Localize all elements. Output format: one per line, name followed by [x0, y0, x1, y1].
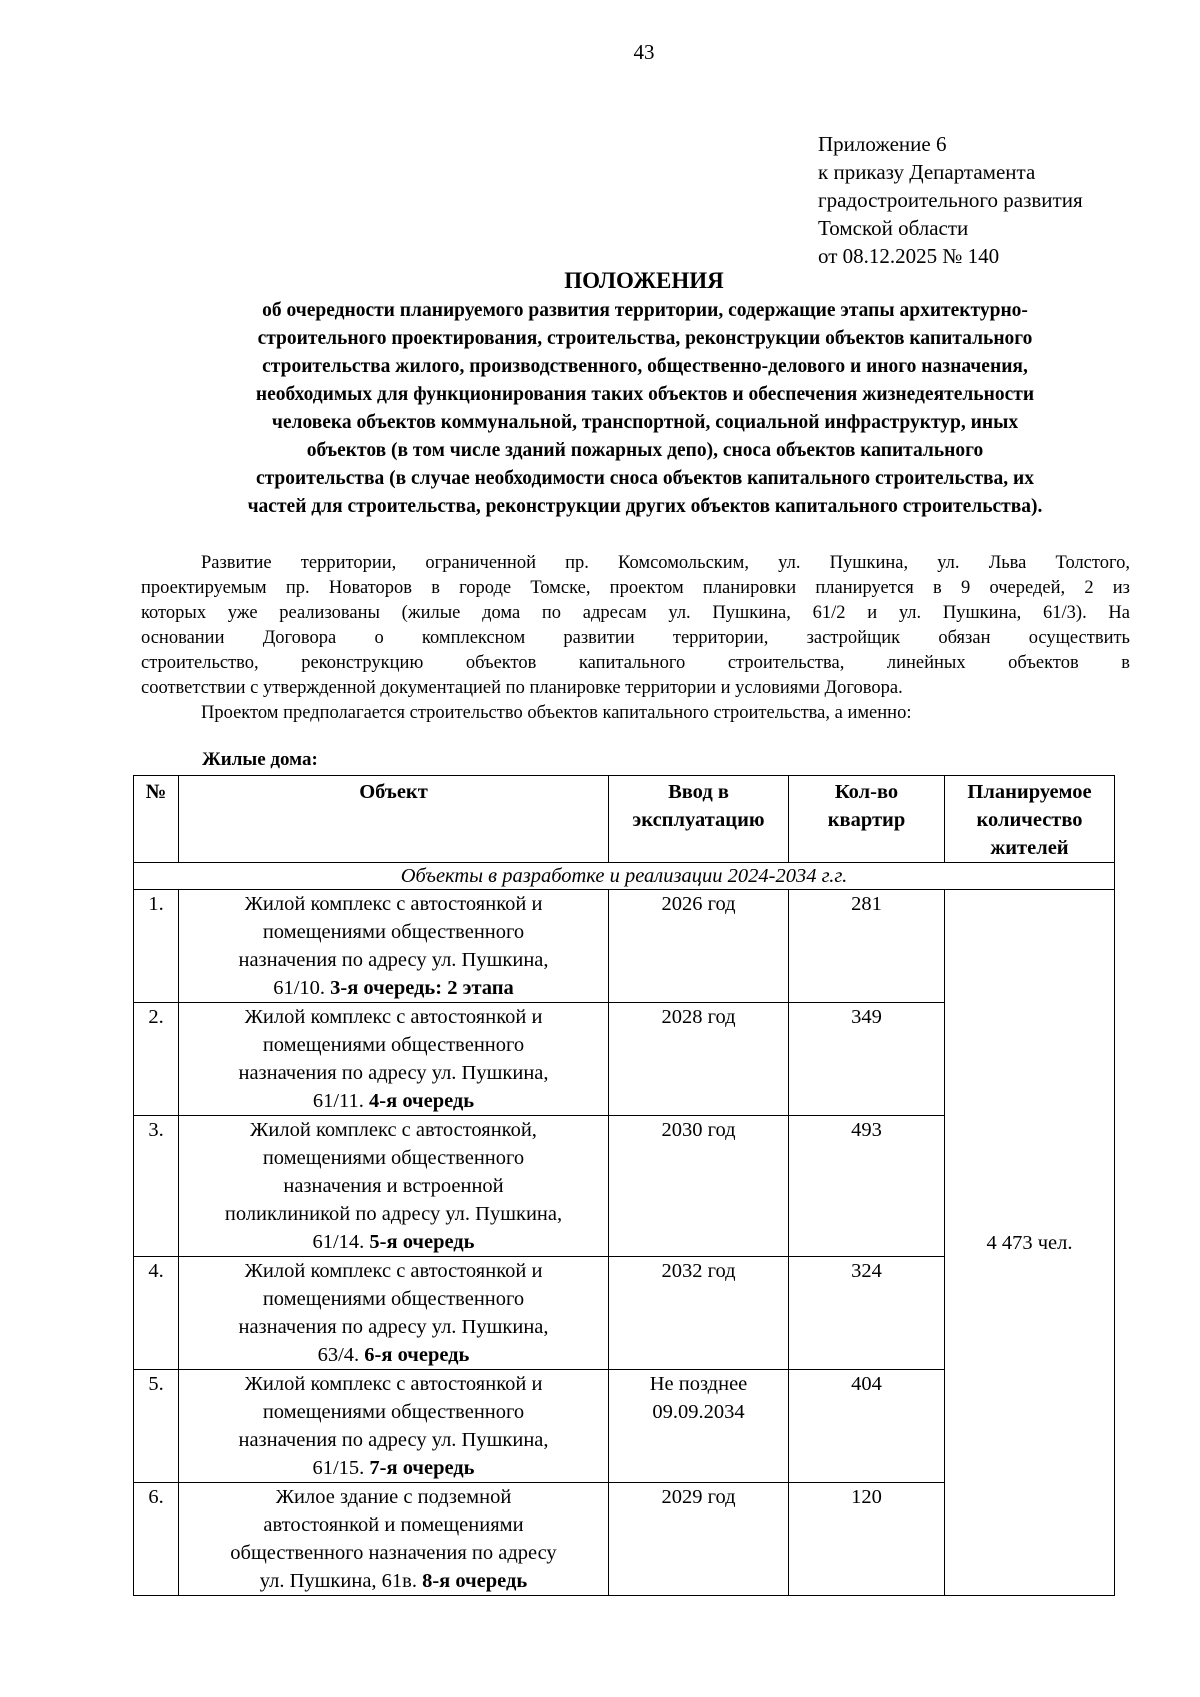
object-line-last [179, 1228, 608, 1256]
appendix-line: градостроительного развития [818, 188, 1083, 212]
subtitle-line: человека объектов коммунальной, транспортной, социальной инфраструктур, иных [271, 412, 1019, 433]
appendix-line: от 08.12.2025 № 140 [818, 244, 1000, 268]
header-apartments-line: Кол-во [834, 781, 899, 803]
object-address: ул. Пушкина, 61в. [259, 1570, 423, 1592]
row-apartments: 493 [789, 1116, 945, 1257]
row-object [179, 890, 609, 1003]
object-address: 61/14. [312, 1231, 370, 1253]
objects-table [133, 775, 1115, 1596]
intro-line: проектируемым пр. Новаторов в городе Томске, проектом планировки планируется в 9 очередей, 2 из [141, 578, 1130, 598]
commission-date: 2029 год [661, 1486, 736, 1508]
subtitle-line: об очередности планируемого развития территории, содержащие этапы архитектурно- [262, 300, 1028, 321]
group-title: Объекты в разработке и реализации 2024-2034 г.г. [134, 863, 1115, 890]
object-line: помещениями общественного [262, 1147, 525, 1169]
subtitle-line: строительного проектирования, строительства, реконструкции объектов капитального [257, 328, 1033, 349]
intro-text [141, 551, 1130, 726]
intro-line: соответствии с утвержденной документацией по планировке территории и условиями Договора. [141, 678, 903, 698]
object-line-last [179, 1454, 608, 1482]
commission-date: 2026 год [661, 893, 736, 915]
object-stage: 7-я очередь [369, 1457, 475, 1479]
row-apartments: 281 [789, 890, 945, 1003]
appendix-line: к приказу Департамента [818, 160, 1036, 184]
commission-date: 2032 год [661, 1260, 736, 1282]
object-line: поликлиникой по адресу ул. Пушкина, [224, 1203, 563, 1225]
header-apartments-line: квартир [827, 809, 906, 831]
object-line: Жилой комплекс с автостоянкой и [244, 1260, 543, 1282]
row-number: 2. [134, 1003, 179, 1116]
row-number: 3. [134, 1116, 179, 1257]
header-commission-line: Ввод в [668, 781, 729, 803]
header-object: Объект [179, 776, 609, 863]
header-commission-line: эксплуатацию [632, 809, 765, 831]
row-apartments: 349 [789, 1003, 945, 1116]
object-line: Жилой комплекс с автостоянкой и [244, 1006, 543, 1028]
residents-total: 4 473 чел. [945, 890, 1115, 1596]
row-commission [609, 1003, 789, 1116]
subtitle-line: частей для строительства, реконструкции других объектов капитального строительства). [247, 496, 1043, 517]
object-line: Жилой комплекс с автостоянкой, [250, 1119, 537, 1141]
row-number: 6. [134, 1483, 179, 1596]
commission-date: 09.09.2034 [652, 1401, 745, 1423]
object-stage: 3-я очередь: 2 этапа [330, 977, 514, 999]
row-apartments: 404 [789, 1370, 945, 1483]
intro-paragraph-2: Проектом предполагается строительство объектов капитального строительства, а именно: [201, 703, 912, 723]
object-line-last [179, 1087, 608, 1115]
row-commission [609, 1370, 789, 1483]
intro-line: Развитие территории, ограниченной пр. Комсомольским, ул. Пушкина, ул. Льва Толстого, [201, 553, 1130, 573]
page-number: 43 [633, 40, 655, 64]
appendix-line: Томской области [818, 216, 969, 240]
row-number: 5. [134, 1370, 179, 1483]
row-object [179, 1483, 609, 1596]
row-commission [609, 890, 789, 1003]
intro-line: строительство, реконструкцию объектов капитального строительства, линейных объектов в [141, 653, 1130, 673]
object-line: назначения по адресу ул. Пушкина, [238, 1316, 549, 1338]
object-line: помещениями общественного [262, 921, 525, 943]
header-residents-line: Планируемое [967, 781, 1092, 803]
header-residents [945, 776, 1115, 863]
object-line: Жилой комплекс с автостоянкой и [244, 1373, 543, 1395]
subtitle-line: строительства (в случае необходимости сноса объектов капитального строительства, их [255, 468, 1035, 489]
row-object [179, 1116, 609, 1257]
intro-line: основании Договора о комплексном развитии территории, застройщик обязан осуществить [141, 628, 1130, 648]
row-commission [609, 1483, 789, 1596]
row-object [179, 1257, 609, 1370]
subtitle-line: необходимых для функционирования таких объектов и обеспечения жизнедеятельности [255, 384, 1035, 405]
object-line: назначения по адресу ул. Пушкина, [238, 1062, 549, 1084]
object-line: автостоянкой и помещениями [263, 1514, 524, 1536]
object-stage: 6-я очередь [364, 1344, 470, 1366]
header-residents-line: количество [976, 809, 1083, 831]
row-object [179, 1003, 609, 1116]
object-line: помещениями общественного [262, 1034, 525, 1056]
appendix-block [818, 130, 1083, 270]
object-line-last [179, 974, 608, 1002]
object-line: общественного назначения по адресу [230, 1542, 557, 1564]
object-stage: 8-я очередь [422, 1570, 528, 1592]
commission-date: 2030 год [661, 1119, 736, 1141]
document-subtitle [150, 297, 1140, 521]
object-line: Жилое здание с подземной [275, 1486, 512, 1508]
row-apartments: 324 [789, 1257, 945, 1370]
object-stage: 5-я очередь [369, 1231, 475, 1253]
row-commission [609, 1116, 789, 1257]
object-address: 63/4. [317, 1344, 365, 1366]
section-label: Жилые дома: [202, 749, 318, 770]
intro-line: которых уже реализованы (жилые дома по адресам ул. Пушкина, 61/2 и ул. Пушкина, 61/3). На [141, 603, 1130, 623]
table-row [134, 890, 1115, 1003]
object-line-last [179, 1341, 608, 1369]
object-line: Жилой комплекс с автостоянкой и [244, 893, 543, 915]
subtitle-line: объектов (в том числе зданий пожарных депо), сноса объектов капитального [306, 440, 984, 461]
subtitle-line: строительства жилого, производственного, общественно-делового и иного назначения, [262, 356, 1028, 377]
object-line: помещениями общественного [262, 1288, 525, 1310]
header-apartments [789, 776, 945, 863]
row-apartments: 120 [789, 1483, 945, 1596]
object-address: 61/15. [312, 1457, 370, 1479]
object-line: назначения и встроенной [283, 1175, 504, 1197]
header-residents-line: жителей [990, 837, 1069, 859]
object-line: назначения по адресу ул. Пушкина, [238, 949, 549, 971]
commission-date: Не позднее [649, 1373, 748, 1395]
row-commission [609, 1257, 789, 1370]
object-line-last [179, 1567, 608, 1595]
document-title: ПОЛОЖЕНИЯ [564, 268, 724, 293]
row-number: 4. [134, 1257, 179, 1370]
header-no: № [134, 776, 179, 863]
appendix-line: Приложение 6 [818, 132, 947, 156]
row-number: 1. [134, 890, 179, 1003]
object-line: назначения по адресу ул. Пушкина, [238, 1429, 549, 1451]
table-header-row [134, 776, 1115, 863]
header-commission [609, 776, 789, 863]
object-address: 61/10. [273, 977, 331, 999]
commission-date: 2028 год [661, 1006, 736, 1028]
row-object [179, 1370, 609, 1483]
object-stage: 4-я очередь [369, 1090, 475, 1112]
object-line: помещениями общественного [262, 1401, 525, 1423]
object-address: 61/11. [312, 1090, 370, 1112]
group-row [134, 863, 1115, 890]
